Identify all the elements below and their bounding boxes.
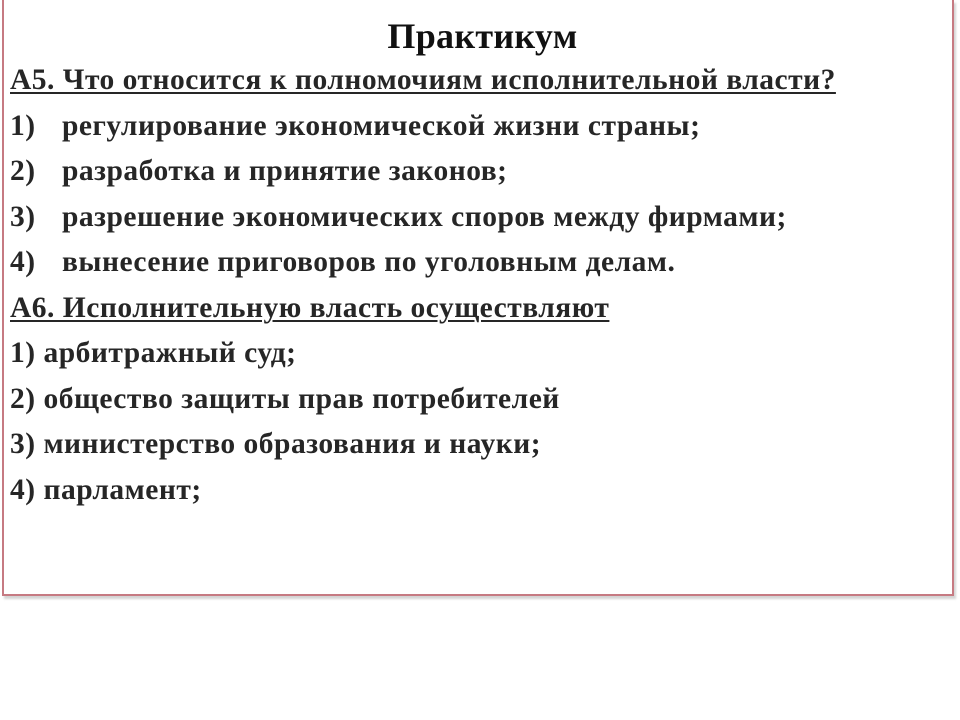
a6-option-4: 4) парламент; xyxy=(10,473,202,506)
option-number: 1) xyxy=(10,109,36,142)
a5-option-2 xyxy=(10,149,955,195)
a6-option-2: 2) общество защиты прав потребителей xyxy=(10,382,560,415)
option-number: 4) xyxy=(10,246,36,278)
option-text: вынесение приговоров по уголовным делам. xyxy=(62,246,676,278)
option-text: разработка и принятие законов; xyxy=(62,155,508,187)
a6-option-3: 3) министерство образования и науки; xyxy=(10,428,542,460)
slide-content xyxy=(10,0,955,513)
question-a5: А5. Что относится к полномочиям исполнительной власти? xyxy=(10,64,836,96)
a5-option-4 xyxy=(10,240,955,286)
option-number: 3) xyxy=(10,200,36,233)
a5-option-1 xyxy=(10,104,955,150)
slide-title: Практикум xyxy=(387,16,578,56)
option-text: регулирование экономической жизни страны; xyxy=(62,109,701,142)
a5-option-3 xyxy=(10,195,955,241)
option-number: 2) xyxy=(10,155,36,187)
a6-option-1: 1) арбитражный суд; xyxy=(10,337,297,369)
question-a6: А6. Исполнительную власть осуществляют xyxy=(10,291,610,324)
option-text: разрешение экономических споров между фирмами; xyxy=(62,200,787,233)
